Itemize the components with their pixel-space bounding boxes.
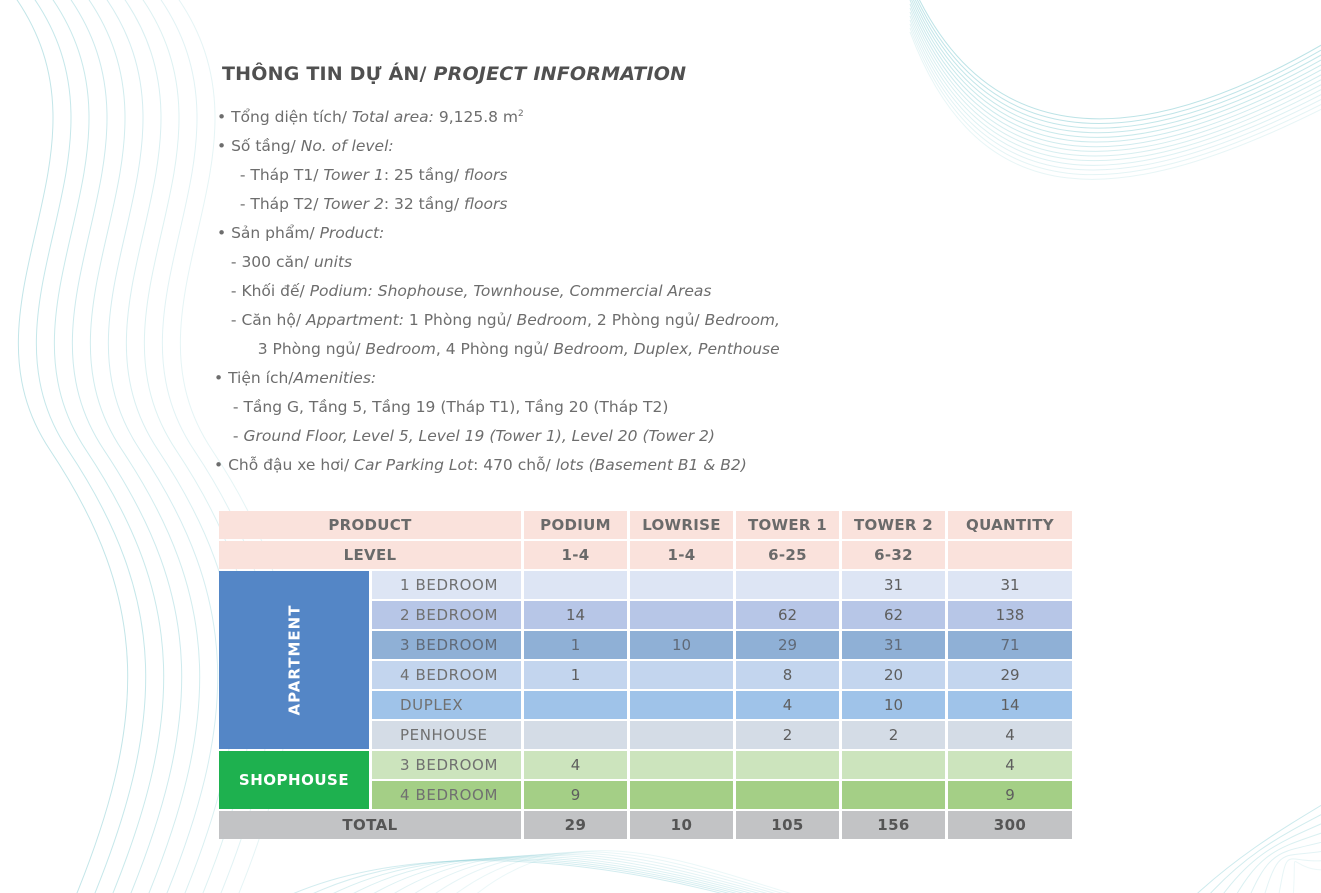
table-cell	[842, 781, 945, 809]
table-cell: 2	[842, 721, 945, 749]
row-label: 3 BEDROOM	[372, 751, 521, 779]
info-vi: • Tiện ích/	[214, 369, 294, 387]
info-en: Total area:	[351, 108, 434, 126]
info-en: floors	[464, 195, 508, 213]
header-podium: PODIUM	[524, 511, 627, 539]
info-en: Tower 2	[323, 195, 384, 213]
table-cell	[736, 751, 839, 779]
total-tower-2: 156	[842, 811, 945, 839]
table-cell	[630, 601, 733, 629]
table-cell	[630, 661, 733, 689]
info-line	[214, 368, 376, 388]
table-cell: 29	[736, 631, 839, 659]
product-table	[216, 509, 1075, 841]
header-quantity: QUANTITY	[948, 511, 1072, 539]
table-cell	[630, 691, 733, 719]
info-sup: 2	[518, 108, 524, 119]
table-cell	[524, 571, 627, 599]
info-vi: - Tháp T1/	[230, 166, 324, 184]
table-cell	[736, 781, 839, 809]
info-en: Amenities:	[293, 369, 377, 387]
info-en: Podium: Shophouse, Townhouse, Commercial Areas	[309, 282, 712, 300]
total-lowrise: 10	[630, 811, 733, 839]
info-en: Product:	[319, 224, 385, 242]
info-line	[226, 310, 780, 330]
table-row	[219, 571, 1072, 599]
header-tower-1: TOWER 1	[736, 511, 839, 539]
table-cell: 1	[524, 631, 627, 659]
info-line	[226, 281, 712, 301]
table-cell: 9	[524, 781, 627, 809]
row-label: 2 BEDROOM	[372, 601, 521, 629]
table-cell: 62	[736, 601, 839, 629]
info-line	[217, 223, 384, 243]
table-cell: 31	[948, 571, 1072, 599]
table-cell: 4	[948, 721, 1072, 749]
level-tower-1: 6-25	[736, 541, 839, 569]
table-cell: 14	[524, 601, 627, 629]
category-apartment	[219, 571, 369, 749]
level-podium: 1-4	[524, 541, 627, 569]
info-vi: • Số tầng/	[217, 137, 301, 155]
info-en: Appartment:	[305, 311, 404, 329]
info-text: : 25 tầng/	[383, 166, 465, 184]
info-en: Tower 1	[323, 166, 384, 184]
table-cell: 4	[524, 751, 627, 779]
table-level-row	[219, 541, 1072, 569]
row-label: DUPLEX	[372, 691, 521, 719]
info-line	[214, 455, 747, 475]
table-cell	[630, 721, 733, 749]
table-cell: 1	[524, 661, 627, 689]
table-cell: 31	[842, 571, 945, 599]
page-title	[222, 63, 686, 85]
info-line	[230, 194, 507, 214]
info-line	[217, 136, 394, 156]
info-line	[226, 252, 352, 272]
info-line	[228, 397, 668, 417]
row-label: PENHOUSE	[372, 721, 521, 749]
info-en: units	[313, 253, 353, 271]
total-tower-1: 105	[736, 811, 839, 839]
table-cell: 20	[842, 661, 945, 689]
info-text: 1 Phòng ngủ/	[403, 311, 517, 329]
table-row	[219, 751, 1072, 779]
header-product: PRODUCT	[219, 511, 521, 539]
level-lowrise: 1-4	[630, 541, 733, 569]
row-label: 3 BEDROOM	[372, 631, 521, 659]
table-cell	[630, 571, 733, 599]
info-line	[217, 107, 524, 127]
title-english: PROJECT INFORMATION	[433, 63, 687, 85]
info-vi: 3 Phòng ngủ/	[238, 340, 366, 358]
info-text: , 2 Phòng ngủ/	[587, 311, 705, 329]
apartment-label: APARTMENT	[285, 604, 303, 716]
info-line	[230, 165, 507, 185]
table-cell: 62	[842, 601, 945, 629]
table-total-row	[219, 811, 1072, 839]
info-vi: -	[228, 427, 244, 445]
table-cell: 4	[736, 691, 839, 719]
info-text: : 32 tầng/	[383, 195, 465, 213]
header-tower-2: TOWER 2	[842, 511, 945, 539]
category-shophouse: SHOPHOUSE	[219, 751, 369, 809]
table-cell: 8	[736, 661, 839, 689]
info-vi: • Chỗ đậu xe hơi/	[214, 456, 355, 474]
level-tower-2: 6-32	[842, 541, 945, 569]
table-cell	[524, 721, 627, 749]
row-label: 4 BEDROOM	[372, 661, 521, 689]
table-cell	[630, 781, 733, 809]
table-cell: 2	[736, 721, 839, 749]
info-en: Bedroom,	[704, 311, 780, 329]
info-vi: - Tháp T2/	[230, 195, 324, 213]
table-cell	[630, 751, 733, 779]
table-cell	[524, 691, 627, 719]
table-header-row	[219, 511, 1072, 539]
title-vietnamese: THÔNG TIN DỰ ÁN/	[222, 63, 434, 85]
row-label: 1 BEDROOM	[372, 571, 521, 599]
header-lowrise: LOWRISE	[630, 511, 733, 539]
info-vi: - 300 căn/	[226, 253, 314, 271]
info-en: lots (Basement B1 & B2)	[555, 456, 747, 474]
info-vi: - Khối đế/	[226, 282, 310, 300]
table-cell: 138	[948, 601, 1072, 629]
row-label: 4 BEDROOM	[372, 781, 521, 809]
info-text: , 4 Phòng ngủ/	[435, 340, 554, 358]
info-vi: • Tổng diện tích/	[217, 108, 352, 126]
info-en: Ground Floor, Level 5, Level 19 (Tower 1), Level 20 (Tower 2)	[243, 427, 715, 445]
table-cell: 14	[948, 691, 1072, 719]
table-cell: 31	[842, 631, 945, 659]
info-line	[228, 426, 715, 446]
total-podium: 29	[524, 811, 627, 839]
table-cell: 10	[842, 691, 945, 719]
info-en: No. of level:	[300, 137, 394, 155]
info-en: Bedroom	[516, 311, 588, 329]
info-text: : 470 chỗ/	[473, 456, 556, 474]
table-cell	[842, 751, 945, 779]
info-en: Bedroom, Duplex, Penthouse	[553, 340, 780, 358]
total-label: TOTAL	[219, 811, 521, 839]
table-cell	[736, 571, 839, 599]
info-text: 9,125.8 m	[433, 108, 519, 126]
level-label: LEVEL	[219, 541, 521, 569]
table-cell: 9	[948, 781, 1072, 809]
info-en: Car Parking Lot	[354, 456, 474, 474]
info-line	[238, 339, 780, 359]
table-cell: 10	[630, 631, 733, 659]
table-cell: 4	[948, 751, 1072, 779]
info-vi: • Sản phẩm/	[217, 224, 320, 242]
info-en: Bedroom	[365, 340, 436, 358]
info-en: floors	[464, 166, 508, 184]
table-cell: 71	[948, 631, 1072, 659]
info-vi: - Căn hộ/	[226, 311, 306, 329]
total-quantity: 300	[948, 811, 1072, 839]
level-quantity	[948, 541, 1072, 569]
info-vi: - Tầng G, Tầng 5, Tầng 19 (Tháp T1), Tầng 20 (Tháp T2)	[228, 398, 669, 416]
table-cell: 29	[948, 661, 1072, 689]
